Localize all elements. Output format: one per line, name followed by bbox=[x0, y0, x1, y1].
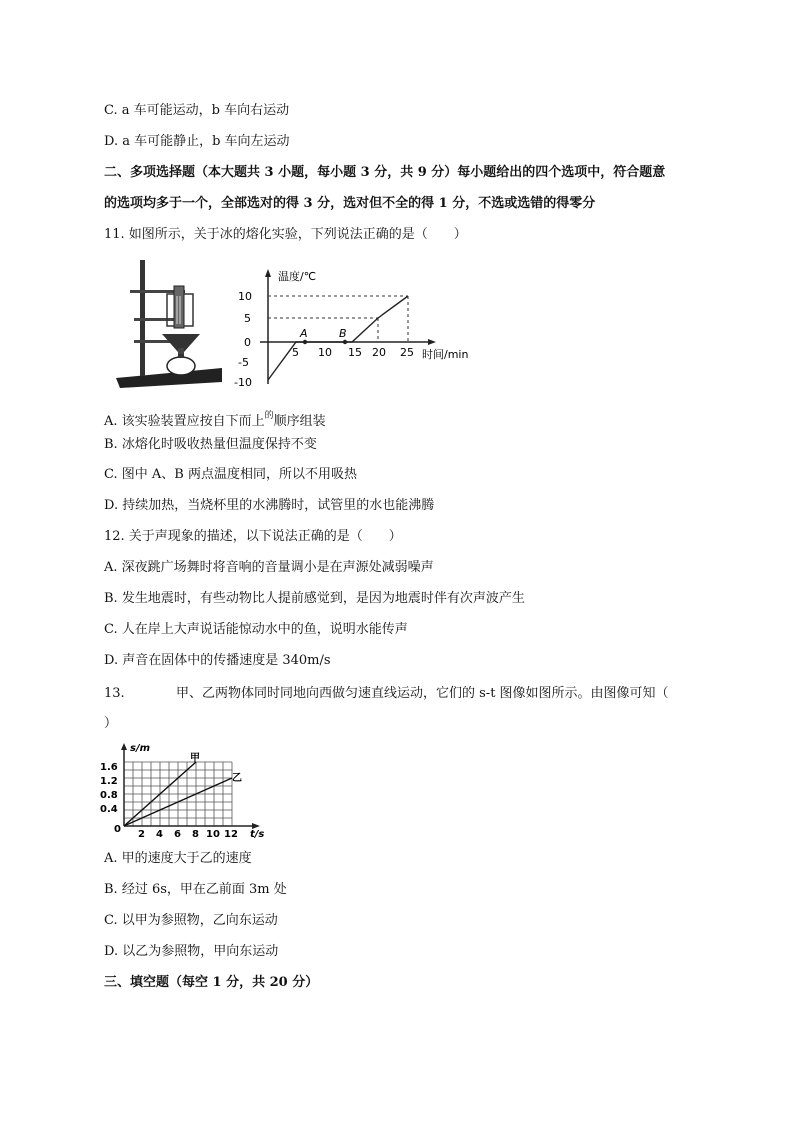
question-11-option-a bbox=[104, 407, 326, 431]
option-d-prev: D. a 车可能静止，b 车向左运动 bbox=[104, 134, 290, 149]
section-header-multiple-choice: 二、多项选择题（本大题共 3 小题，每小题 3 分，共 9 分）每小题给出的四个选项中，符合题意 bbox=[104, 165, 666, 180]
line-yi-label: 乙 bbox=[232, 773, 242, 784]
section-header-multiple-choice-cont: 的选项均多于一个，全部选对的得 3 分，选对但不全的得 1 分，不选或选错的得零分 bbox=[104, 196, 596, 211]
s-t-xlabel: t/s bbox=[250, 829, 265, 840]
s-t-x-tick-10: 10 bbox=[206, 829, 220, 840]
question-13-stem: 甲、乙两物体同时同地向西做匀速直线运动，它们的 s-t 图像如图所示。由图像可知（ bbox=[176, 686, 669, 701]
s-t-x-tick-6: 6 bbox=[174, 829, 181, 840]
q11-option-a-pre: A. 该实验装置应按自下而上 bbox=[104, 414, 265, 429]
question-13-stem-tail: ） bbox=[104, 716, 118, 731]
temp-y-tick-0: 0 bbox=[244, 336, 251, 349]
question-13-option-c: C. 以甲为参照物，乙向东运动 bbox=[104, 913, 278, 928]
question-12-option-a: A. 深夜跳广场舞时将音响的音量调小是在声源处减弱噪声 bbox=[104, 560, 434, 575]
temp-y-tick-10: 10 bbox=[238, 290, 252, 303]
temp-graph-ylabel: 温度/℃ bbox=[278, 270, 317, 283]
s-t-ylabel: s/m bbox=[130, 743, 151, 754]
point-b-label: B bbox=[339, 327, 347, 340]
s-t-y-tick-1-6: 1.6 bbox=[100, 762, 118, 773]
s-t-y-tick-1-2: 1.2 bbox=[100, 776, 118, 787]
temp-x-tick-25: 25 bbox=[400, 346, 414, 359]
question-13-number: 13. bbox=[104, 686, 125, 701]
question-11-option-b: B. 冰熔化时吸收热量但温度保持不变 bbox=[104, 437, 317, 452]
option-c-prev: C. a 车可能运动，b 车向右运动 bbox=[104, 103, 290, 118]
question-13-option-a: A. 甲的速度大于乙的速度 bbox=[104, 851, 252, 866]
line-jia-label: 甲 bbox=[190, 753, 200, 764]
s-t-y-tick-0-8: 0.8 bbox=[100, 790, 118, 801]
s-t-x-tick-2: 2 bbox=[138, 829, 145, 840]
section-header-fill-blank: 三、填空题（每空 1 分，共 20 分） bbox=[104, 975, 319, 990]
temp-x-tick-10: 10 bbox=[318, 346, 332, 359]
temp-graph-xlabel: 时间/min bbox=[422, 348, 469, 361]
temp-y-tick-neg10: -10 bbox=[234, 376, 252, 389]
temperature-time-graph bbox=[228, 266, 518, 390]
question-11-stem: 11. 如图所示，关于冰的熔化实验，下列说法正确的是（ ） bbox=[104, 227, 467, 242]
s-t-graph bbox=[100, 740, 272, 840]
question-12-option-d: D. 声音在固体中的传播速度是 340m/s bbox=[104, 653, 331, 668]
point-a-label: A bbox=[300, 327, 308, 340]
question-11-option-c: C. 图中 A、B 两点温度相同，所以不用吸热 bbox=[104, 467, 357, 482]
s-t-grid bbox=[124, 762, 232, 826]
question-11-option-d: D. 持续加热，当烧杯里的水沸腾时，试管里的水也能沸腾 bbox=[104, 498, 435, 513]
question-12-option-c: C. 人在岸上大声说话能惊动水中的鱼，说明水能传声 bbox=[104, 622, 408, 637]
temp-x-tick-15: 15 bbox=[348, 346, 362, 359]
question-12-stem: 12. 关于声现象的描述，以下说法正确的是（ ） bbox=[104, 529, 402, 544]
melting-apparatus-figure bbox=[112, 256, 224, 388]
temp-x-tick-5: 5 bbox=[292, 346, 299, 359]
temp-y-tick-5: 5 bbox=[244, 312, 251, 325]
question-12-option-b: B. 发生地震时，有些动物比人提前感觉到，是因为地震时伴有次声波产生 bbox=[104, 591, 525, 606]
question-13-option-b: B. 经过 6s，甲在乙前面 3m 处 bbox=[104, 882, 287, 897]
s-t-origin: 0 bbox=[114, 824, 121, 835]
temp-y-tick-neg5: -5 bbox=[238, 356, 249, 369]
q11-option-a-sup: 的 bbox=[264, 411, 274, 421]
s-t-x-tick-4: 4 bbox=[156, 829, 163, 840]
question-13-option-d: D. 以乙为参照物，甲向东运动 bbox=[104, 944, 279, 959]
q11-option-a-post: 顺序组装 bbox=[273, 414, 326, 429]
temp-x-tick-20: 20 bbox=[372, 346, 386, 359]
s-t-y-tick-0-4: 0.4 bbox=[100, 804, 118, 815]
s-t-x-tick-8: 8 bbox=[192, 829, 199, 840]
s-t-x-tick-12: 12 bbox=[224, 829, 238, 840]
